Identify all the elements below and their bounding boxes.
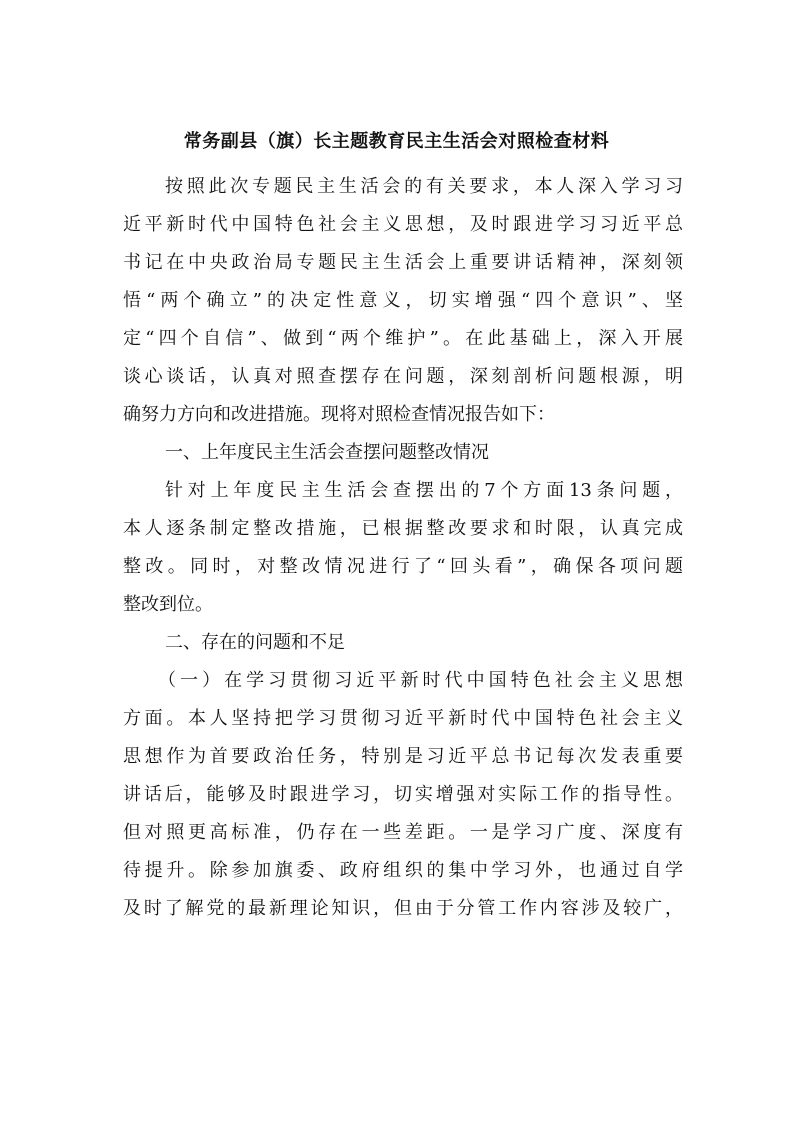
paragraph-line: 谈心谈话，认真对照查摆存在问题，深刻剖析问题根源，明 <box>123 366 683 387</box>
paragraph-line: 近平新时代中国特色社会主义思想，及时跟进学习习近平总 <box>123 214 683 235</box>
paragraph-line: 方面。本人坚持把学习贯彻习近平新时代中国特色社会主义 <box>123 708 683 729</box>
paragraph-line: 定“四个自信”、做到“两个维护”。在此基础上，深入开展 <box>123 328 683 349</box>
paragraph-line: 确努力方向和改进措施。现将对照检查情况报告如下： <box>123 404 555 425</box>
paragraph-line: 针对上年度民主生活会查摆出的7个方面13条问题， <box>165 480 683 501</box>
paragraph-line: 悟“两个确立”的决定性意义，切实增强“四个意识”、坚 <box>123 290 683 311</box>
document-title: 常务副县（旗）长主题教育民主生活会对照检查材料 <box>183 131 610 152</box>
section-heading: 一、上年度民主生活会查摆问题整改情况 <box>165 442 489 463</box>
paragraph-line: （一）在学习贯彻习近平新时代中国特色社会主义思想 <box>158 670 683 691</box>
paragraph-line: 但对照更高标准，仍存在一些差距。一是学习广度、深度有 <box>123 822 683 843</box>
paragraph-line: 待提升。除参加旗委、政府组织的集中学习外，也通过自学 <box>123 860 683 881</box>
paragraph-line: 整改。同时，对整改情况进行了“回头看”，确保各项问题 <box>123 556 683 577</box>
paragraph-line: 整改到位。 <box>123 594 213 615</box>
paragraph-line: 讲话后，能够及时跟进学习，切实增强对实际工作的指导性。 <box>123 784 683 805</box>
paragraph-line: 本人逐条制定整改措施，已根据整改要求和时限，认真完成 <box>123 518 683 539</box>
paragraph-line: 按照此次专题民主生活会的有关要求，本人深入学习习 <box>165 176 683 197</box>
paragraph-line: 思想作为首要政治任务，特别是习近平总书记每次发表重要 <box>123 746 683 767</box>
paragraph-line: 书记在中央政治局专题民主生活会上重要讲话精神，深刻领 <box>123 252 683 273</box>
section-heading: 二、存在的问题和不足 <box>165 632 345 653</box>
paragraph-line: 及时了解党的最新理论知识，但由于分管工作内容涉及较广， <box>123 898 683 919</box>
